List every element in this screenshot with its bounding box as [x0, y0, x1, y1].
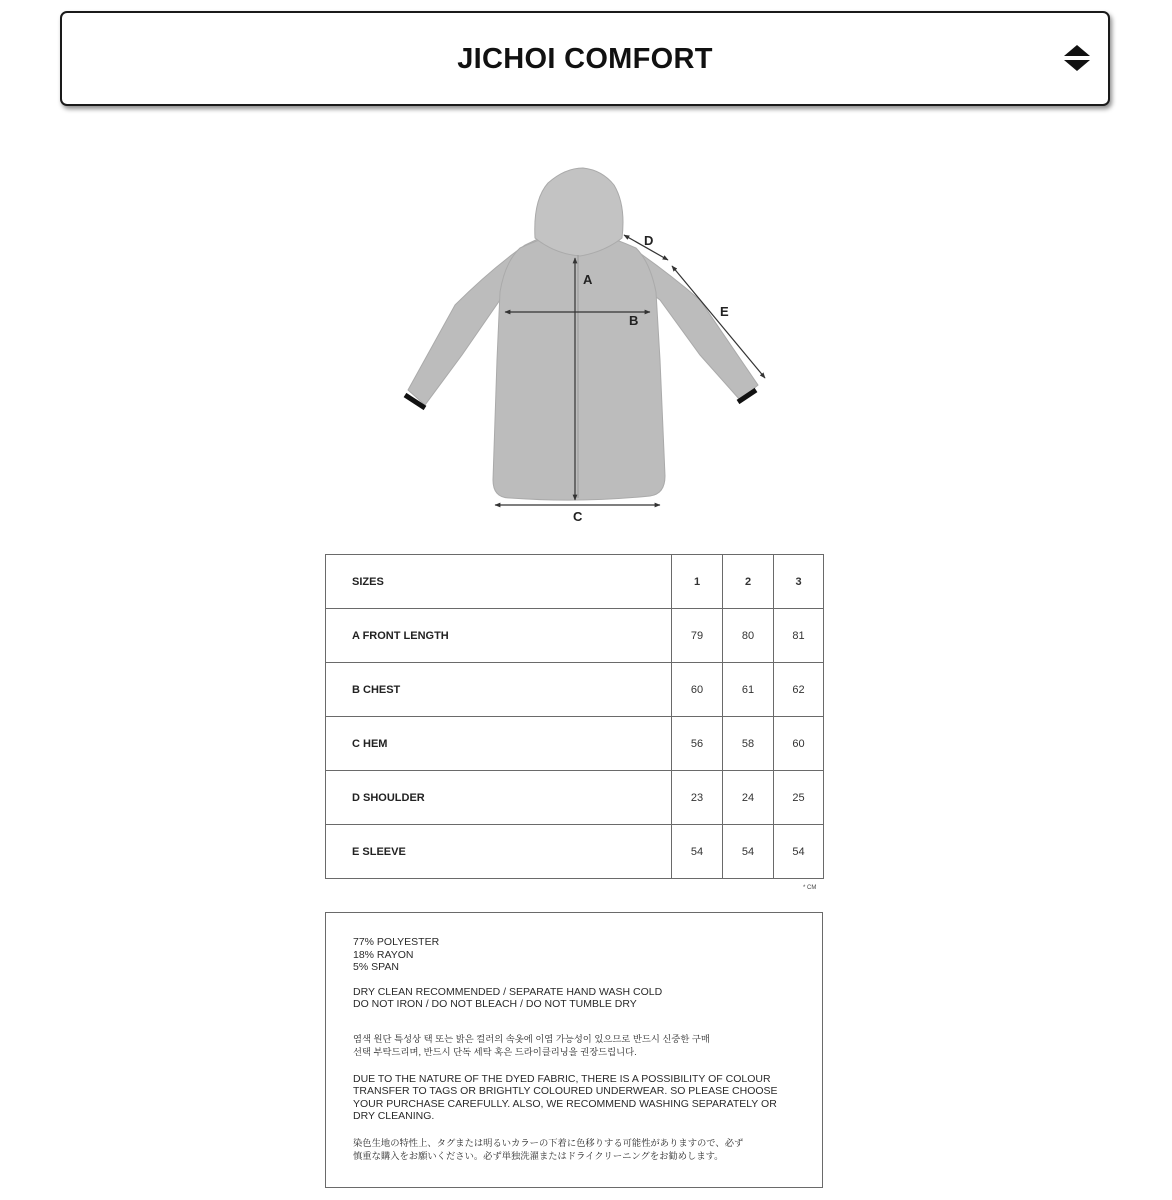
row-value: 58 [723, 717, 774, 771]
sizes-header-label: SIZES [326, 555, 672, 609]
row-value: 54 [774, 825, 824, 879]
care-info-box [325, 912, 823, 1188]
hood-shape [535, 168, 623, 256]
measure-c-label: C [573, 509, 583, 524]
table-row [326, 771, 824, 825]
row-value: 62 [774, 663, 824, 717]
korean-notice-line: 염색 원단 특성상 택 또는 밝은 컬러의 속옷에 이염 가능성이 있으므로 반드시 신중한 구매 [353, 1033, 710, 1044]
row-value: 60 [672, 663, 723, 717]
korean-notice-block [353, 1033, 802, 1059]
product-title: JICHOI COMFORT [457, 43, 713, 75]
wash-instructions-block [353, 986, 802, 1011]
row-value: 79 [672, 609, 723, 663]
sort-updown-icon[interactable] [1062, 43, 1092, 73]
row-value: 23 [672, 771, 723, 825]
instruction-line: DRY CLEAN RECOMMENDED / SEPARATE HAND WASH COLD [353, 985, 663, 998]
measure-e-label: E [720, 304, 729, 319]
product-selector[interactable] [60, 11, 1110, 106]
row-label: C HEM [326, 717, 672, 771]
row-value: 54 [672, 825, 723, 879]
row-label: B CHEST [326, 663, 672, 717]
english-notice-line: YOUR PURCHASE CAREFULLY. ALSO, WE RECOMMEND WASHING SEPARATELY OR [353, 1097, 777, 1110]
composition-line: 77% POLYESTER [353, 936, 440, 948]
size-header-3: 3 [774, 555, 824, 609]
row-value: 81 [774, 609, 824, 663]
measure-a-label: A [583, 272, 593, 287]
row-value: 61 [723, 663, 774, 717]
table-row [326, 825, 824, 879]
size-table [325, 554, 824, 879]
row-value: 80 [723, 609, 774, 663]
table-row [326, 717, 824, 771]
japanese-notice-line: 慎重な購入をお願いください。必ず単独洗濯またはドライクリーニングをお勧めします。 [353, 1150, 724, 1161]
measure-d-label: D [644, 233, 654, 248]
row-value: 60 [774, 717, 824, 771]
unit-note: * CM [803, 885, 817, 891]
size-header-row [326, 555, 824, 609]
garment-diagram [400, 165, 780, 525]
row-label: E SLEEVE [326, 825, 672, 879]
measure-b-label: B [629, 313, 639, 328]
composition-line: 5% SPAN [353, 961, 399, 973]
japanese-notice-line: 染色生地の特性上、タグまたは明るいカラーの下着に色移りする可能性がありますので、必ず [353, 1137, 744, 1148]
japanese-notice-block [353, 1137, 802, 1163]
english-notice-line: DRY CLEANING. [353, 1110, 435, 1122]
size-header-2: 2 [723, 555, 774, 609]
row-label: A FRONT LENGTH [326, 609, 672, 663]
table-row [326, 663, 824, 717]
english-notice-line: DUE TO THE NATURE OF THE DYED FABRIC, THERE IS A POSSIBILITY OF COLOUR [353, 1072, 771, 1085]
english-notice-block [353, 1073, 802, 1123]
instruction-line: DO NOT IRON / DO NOT BLEACH / DO NOT TUMBLE DRY [353, 998, 637, 1010]
row-value: 24 [723, 771, 774, 825]
row-value: 54 [723, 825, 774, 879]
composition-block [353, 936, 802, 974]
korean-notice-line: 선택 부탁드리며, 반드시 단독 세탁 혹은 드라이클리닝을 권장드립니다. [353, 1046, 637, 1057]
size-header-1: 1 [672, 555, 723, 609]
composition-line: 18% RAYON [353, 948, 414, 961]
english-notice-line: TRANSFER TO TAGS OR BRIGHTLY COLOURED UNDERWEAR. SO PLEASE CHOOSE [353, 1085, 778, 1097]
body-shape [493, 232, 665, 500]
row-value: 25 [774, 771, 824, 825]
row-value: 56 [672, 717, 723, 771]
table-row [326, 609, 824, 663]
row-label: D SHOULDER [326, 771, 672, 825]
